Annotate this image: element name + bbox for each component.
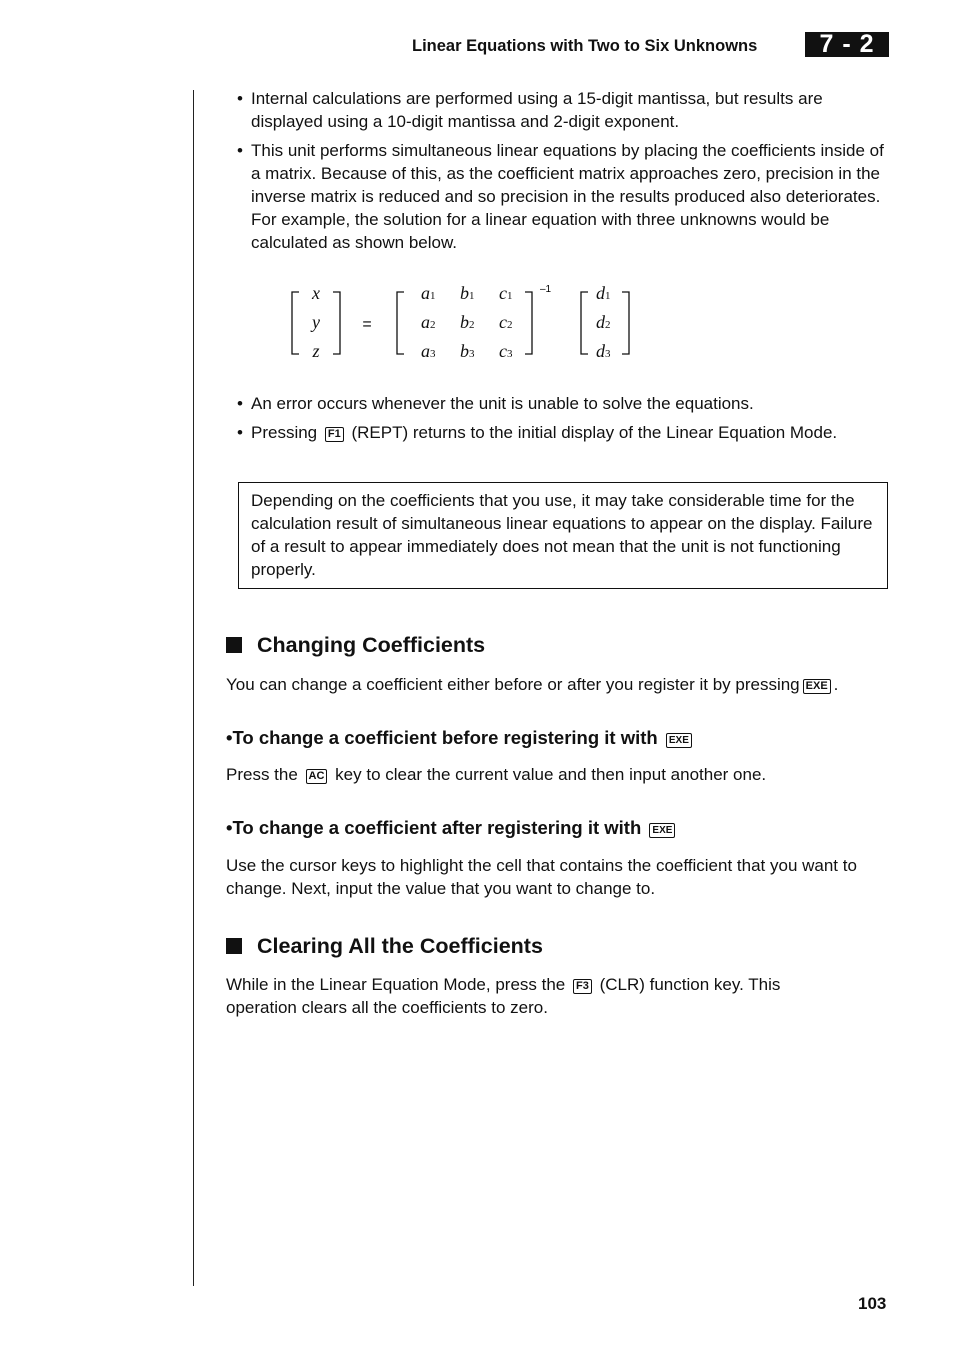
left-margin-rule [193,90,194,1286]
var-x: x [312,283,320,303]
rhs-cell: d3 [596,341,611,361]
paragraph-text: While in the Linear Equation Mode, press the [226,975,566,994]
section-heading-changing [226,633,485,658]
page-number: 103 [858,1294,887,1313]
coef-cell: a1 [421,283,436,303]
coef-cell: b2 [460,312,475,332]
var-y: y [312,312,320,332]
right-bracket [333,292,340,354]
bullet-text: (REPT) returns to the initial display of the Linear Equation Mode. [351,423,838,442]
note-box: Depending on the coefficients that you use, it may take considerable time for the calculation result of simultaneous linear equations to appear on the display. Failure of a result to appear immediately does not mean that the unit is not functioning properly. [238,482,888,589]
exe-key-icon: EXE [666,733,692,748]
var-z: z [312,341,320,361]
subheading-bullet: • [226,727,233,748]
bullet-text: An error occurs whenever the unit is unable to solve the equations. [251,394,754,413]
coef-cell: c2 [499,312,513,332]
running-header-title: Linear Equations with Two to Six Unknowns [412,37,758,55]
changing-intro [226,673,891,696]
bullet-matrix-precision [237,139,889,254]
chapter-badge: 7 - 2 [805,32,889,57]
square-bullet-icon [226,938,242,954]
section-heading-text: Changing Coefficients [257,633,486,657]
f3-key-icon: F3 [573,979,592,994]
rhs-cell: d1 [596,283,611,303]
coef-cell: b3 [460,341,475,361]
coef-cell: b1 [460,283,475,303]
bullet-dot: • [237,423,243,442]
matrix-equation [285,278,645,366]
square-bullet-icon [226,637,242,653]
bullet-text: Pressing [251,423,318,442]
paragraph-text: Press the [226,765,298,784]
subheading-text: To change a coefficient before registering it with [232,727,658,748]
bullet-dot: • [237,141,243,160]
rhs-cell: d2 [596,312,611,332]
left-bracket [292,292,299,354]
clearing-text [226,973,846,1019]
paragraph-text: You can change a coefficient either before or after you register it by pressing [226,675,800,694]
bullet-text: Internal calculations are performed using a 15-digit mantissa, but results are displayed using a 10-digit mantissa and 2-digit exponent. [251,89,823,131]
paragraph-text: . [833,675,839,694]
f1-key-icon: F1 [325,427,344,442]
after-registering-text: Use the cursor keys to highlight the cell that contains the coefficient that you want to change. Next, input the value that you want to change to. [226,856,857,898]
paragraph-text: (CLR) function key. This operation clears all the coefficients to zero. [226,975,781,1017]
bullet-dot: • [237,394,243,413]
coef-cell: a2 [421,312,436,332]
bullet-error [237,392,887,415]
right-bracket [525,292,532,354]
subheading-after-registering [226,817,678,839]
left-bracket [397,292,404,354]
paragraph-text: key to clear the current value and then input another one. [335,765,767,784]
coef-cell: c1 [499,283,513,303]
inverse-exponent: –1 [540,284,552,295]
coef-cell: c3 [499,341,513,361]
exe-key-icon: EXE [649,823,675,838]
subheading-bullet: • [226,817,233,838]
exe-key-icon: EXE [803,679,831,694]
section-heading-clearing [226,934,543,959]
bullet-dot: • [237,89,243,108]
section-heading-text: Clearing All the Coefficients [257,934,543,958]
coef-cell: a3 [421,341,436,361]
ac-key-icon: AC [306,769,328,784]
subheading-text: To change a coefficient after registering it with [232,817,642,838]
right-bracket [622,292,629,354]
subheading-before-registering [226,727,695,749]
equals-sign: = [362,316,372,333]
left-bracket [581,292,588,354]
bullet-pressing-f1 [237,421,897,444]
bullet-text: This unit performs simultaneous linear equations by placing the coefficients inside of a matrix. Because of this, as the coefficient matrix approaches zero, precision in the inverse matrix is reduced and so precision in the results produced also deteriorates. For example, the solution for a linear equation with three unknowns would be calculated as shown below. [251,141,884,252]
before-registering-text [226,763,891,786]
bullet-internal-calculations [237,87,877,133]
